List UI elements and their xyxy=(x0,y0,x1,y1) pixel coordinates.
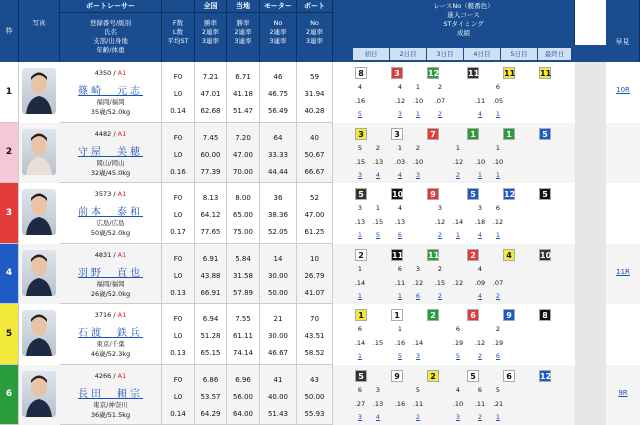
national-rates: 7.45 60.00 77.39 xyxy=(195,123,227,184)
finish-rank-link[interactable]: 6 xyxy=(397,231,403,239)
race-result-box[interactable]: 2 xyxy=(427,370,439,382)
race-result-box[interactable]: 11 xyxy=(392,250,404,260)
racer-row xyxy=(0,365,640,425)
final-day-empty xyxy=(575,183,606,244)
race-result-box[interactable]: 12 xyxy=(540,371,552,381)
header-racer: ボートレーサー 登録番号/級別 氏名 支部/出身地 年齢/体重 xyxy=(60,0,162,62)
racer-row xyxy=(0,62,640,123)
racer-info xyxy=(60,244,162,305)
header-lane: 枠 xyxy=(0,0,19,62)
finish-rank-link[interactable]: 1 xyxy=(495,170,501,179)
finish-rank-link[interactable]: 3 xyxy=(415,352,421,360)
header-early: 早見 xyxy=(606,0,640,62)
race-result-box[interactable]: 12 xyxy=(428,69,440,78)
finish-rank-link[interactable]: 2 xyxy=(437,231,443,239)
race-result-box[interactable]: 2 xyxy=(467,249,479,261)
header-zenkoku: 全国 勝率 2連率 3連率 xyxy=(195,0,227,62)
race-result-box[interactable]: 3 xyxy=(391,128,403,140)
race-result-box[interactable]: 4 xyxy=(503,249,515,261)
st-timing: .21 xyxy=(492,399,504,408)
national-rates: 7.21 47.01 62.68 xyxy=(195,62,227,123)
finish-rank-link[interactable]: 5 xyxy=(397,352,403,360)
race-result-box[interactable]: 8 xyxy=(539,309,551,321)
finish-rank-link[interactable]: 2 xyxy=(477,412,483,421)
finish-rank-link[interactable]: 4 xyxy=(397,170,403,179)
day-header-2: 2日目 xyxy=(390,48,426,60)
entry-course: 5 xyxy=(415,385,421,394)
st-timing: .12 xyxy=(474,339,486,347)
day-header-5: 5日目 xyxy=(501,48,537,60)
lane-number: 6 xyxy=(0,365,19,425)
motor-stats: 14 30.00 50.00 xyxy=(260,244,297,305)
finish-rank-link[interactable]: 2 xyxy=(495,291,501,300)
entry-course: 4 xyxy=(357,83,363,91)
race-result-box[interactable]: 5 xyxy=(467,370,479,382)
race-result-box[interactable]: 1 xyxy=(355,309,367,321)
finish-rank-link[interactable]: 6 xyxy=(495,352,501,360)
header-photo: 写真 xyxy=(19,0,60,62)
final-day-empty xyxy=(575,304,606,365)
st-timing: .11 xyxy=(394,278,406,287)
entry-course: 1 xyxy=(397,143,403,152)
st-timing: .15 xyxy=(354,157,366,166)
racer-name-link[interactable]: 前本 泰和 xyxy=(78,207,143,218)
entry-course: 2 xyxy=(437,83,443,91)
racer-name-link[interactable]: 羽野 直也 xyxy=(78,267,143,279)
st-timing: .16 xyxy=(394,339,406,347)
local-rates: 5.84 31.58 57.89 xyxy=(227,244,260,305)
branch: 東京/千葉 xyxy=(96,340,125,348)
race-result-box[interactable]: 2 xyxy=(427,309,439,321)
race-result-box[interactable]: 1 xyxy=(467,128,479,140)
age-weight: 46歳/52.3kg xyxy=(90,350,131,358)
racer-info xyxy=(60,183,162,244)
entry-course: 2 xyxy=(415,143,421,152)
st-timing: .15 xyxy=(372,339,384,347)
finish-rank-link[interactable]: 3 xyxy=(455,412,461,421)
race-result-box[interactable]: 5 xyxy=(539,188,551,200)
reg-grade: 3716 / A1 xyxy=(94,311,127,319)
st-timing: .11 xyxy=(474,97,486,105)
racer-info xyxy=(60,304,162,365)
finish-rank-link[interactable]: 2 xyxy=(477,352,483,360)
reg-grade: 4831 / A1 xyxy=(94,250,127,259)
entry-course: 3 xyxy=(477,204,483,212)
national-rates: 6.91 43.88 66.91 xyxy=(195,244,227,305)
entry-course: 6 xyxy=(455,325,461,333)
boat-stats: 10 26.79 41.07 xyxy=(297,244,333,305)
entry-course: 2 xyxy=(375,143,381,152)
finish-rank-link[interactable]: 2 xyxy=(415,412,421,421)
entry-course: 3 xyxy=(415,264,421,273)
racer-photo xyxy=(22,250,56,296)
motor-stats: 36 38.36 52.05 xyxy=(260,183,297,244)
day-header-6: 最終日 xyxy=(538,48,571,60)
finish-rank-link[interactable]: 2 xyxy=(437,291,443,300)
entry-course: 3 xyxy=(375,385,381,394)
st-timing: .14 xyxy=(354,278,366,287)
early-race-link[interactable]: 11R xyxy=(616,267,630,276)
st-timing: .27 xyxy=(354,399,366,408)
race-result-box[interactable]: 1 xyxy=(503,128,515,140)
boat-stats: 52 47.00 61.25 xyxy=(297,183,333,244)
st-timing: .15 xyxy=(434,278,446,287)
race-result-box[interactable]: 9 xyxy=(503,309,515,321)
boat-stats: 70 43.51 58.52 xyxy=(297,304,333,365)
age-weight: 36歳/51.5kg xyxy=(90,410,131,419)
fl-st: F0 L0 0.13 xyxy=(162,304,195,365)
st-timing: .11 xyxy=(474,399,486,408)
national-rates: 8.13 64.12 77.65 xyxy=(195,183,227,244)
reg-grade: 4350 / A1 xyxy=(94,69,127,77)
st-timing: .10 xyxy=(452,399,464,408)
racer-name-link[interactable]: 石渡 鉄兵 xyxy=(78,328,143,339)
early-race-link[interactable]: 10R xyxy=(616,86,630,94)
st-timing: .13 xyxy=(354,218,366,226)
motor-stats: 21 30.00 46.67 xyxy=(260,304,297,365)
day-header-4: 4日目 xyxy=(464,48,500,60)
st-timing: .10 xyxy=(412,157,424,166)
st-timing: .13 xyxy=(372,157,384,166)
finish-rank-link[interactable]: 3 xyxy=(357,170,363,179)
day-header-3: 3日目 xyxy=(427,48,463,60)
fl-st: F0 L0 0.14 xyxy=(162,62,195,123)
lane-number: 1 xyxy=(0,62,19,123)
race-result-box[interactable]: 3 xyxy=(355,128,367,140)
st-timing: .12 xyxy=(452,157,464,166)
st-timing: .07 xyxy=(492,278,504,287)
st-timing: .18 xyxy=(474,218,486,226)
st-timing: .14 xyxy=(354,339,366,347)
reg-grade: 4482 / A1 xyxy=(94,129,127,138)
finish-rank-link[interactable]: 4 xyxy=(477,110,483,118)
st-timing: .13 xyxy=(372,399,384,408)
entry-course: 4 xyxy=(397,204,403,212)
entry-course: 6 xyxy=(397,264,403,273)
finish-rank-link[interactable]: 1 xyxy=(357,291,363,300)
race-result-box[interactable]: 12 xyxy=(504,190,516,199)
finish-rank-link[interactable]: 1 xyxy=(357,231,363,239)
finish-rank-link[interactable]: 1 xyxy=(357,352,363,360)
racer-info xyxy=(60,62,162,123)
race-result-box[interactable]: 5 xyxy=(539,128,551,140)
lane-number: 2 xyxy=(0,123,19,184)
boat-stats: 40 50.67 66.67 xyxy=(297,123,333,184)
entry-course: 1 xyxy=(415,83,421,91)
entry-course: 2 xyxy=(437,264,443,273)
st-timing: .10 xyxy=(412,97,424,105)
race-result-box[interactable]: 11 xyxy=(428,250,440,260)
finish-rank-link[interactable]: 1 xyxy=(397,291,403,300)
entry-course: 6 xyxy=(495,83,501,91)
entry-course: 1 xyxy=(375,204,381,212)
finish-rank-link[interactable]: 5 xyxy=(455,352,461,360)
local-rates: 7.55 61.11 74.14 xyxy=(227,304,260,365)
race-result-box[interactable]: 5 xyxy=(467,188,479,200)
final-day-empty xyxy=(575,123,606,184)
race-result-box[interactable]: 6 xyxy=(467,309,479,321)
st-timing: .10 xyxy=(492,157,504,166)
finish-rank-link[interactable]: 3 xyxy=(397,110,403,118)
st-timing: .16 xyxy=(394,399,406,408)
entry-course: 1 xyxy=(495,143,501,152)
branch: 福岡/福岡 xyxy=(96,98,125,106)
race-result-box[interactable]: 10 xyxy=(540,250,552,260)
entry-course: 4 xyxy=(455,385,461,394)
racer-photo xyxy=(22,189,56,235)
header-boat: ボート No 2連率 3連率 xyxy=(297,0,333,62)
local-rates: 6.71 41.18 51.47 xyxy=(227,62,260,123)
st-timing: .05 xyxy=(492,97,504,105)
st-timing: .07 xyxy=(434,97,446,105)
race-result-box[interactable]: 9 xyxy=(391,370,403,382)
finish-rank-link[interactable]: 1 xyxy=(495,110,501,118)
st-timing: .14 xyxy=(412,339,424,347)
st-timing: .12 xyxy=(452,278,464,287)
entry-course: 4 xyxy=(477,264,483,273)
finish-rank-link[interactable]: 2 xyxy=(437,110,443,118)
age-weight: 32歳/45.0kg xyxy=(90,168,131,177)
branch: 岡山/岡山 xyxy=(96,158,125,167)
finish-rank-link[interactable]: 1 xyxy=(495,412,501,421)
race-result-box[interactable]: 5 xyxy=(355,188,367,200)
entry-course: 1 xyxy=(455,143,461,152)
race-result-box[interactable]: 11 xyxy=(468,69,480,78)
finish-rank-link[interactable]: 4 xyxy=(477,291,483,300)
local-rates: 6.96 56.00 64.00 xyxy=(227,365,260,425)
entry-course: 6 xyxy=(495,204,501,212)
branch: 福岡/福岡 xyxy=(96,279,125,288)
age-weight: 35歳/52.0kg xyxy=(90,108,131,116)
st-timing: .15 xyxy=(372,218,384,226)
day-header-1: 初日 xyxy=(353,48,389,60)
national-rates: 6.86 53.57 64.29 xyxy=(195,365,227,425)
finish-rank-link[interactable]: 3 xyxy=(415,170,421,179)
racer-row xyxy=(0,183,640,244)
finish-rank-link[interactable]: 4 xyxy=(375,170,381,179)
entry-course: 6 xyxy=(477,385,483,394)
st-timing: .19 xyxy=(452,339,464,347)
race-result-box[interactable]: 5 xyxy=(355,370,367,382)
race-result-box[interactable]: 1 xyxy=(391,309,403,321)
finish-rank-link[interactable]: 4 xyxy=(477,231,483,239)
reg-grade: 4266 / A1 xyxy=(94,371,127,380)
finish-rank-link[interactable]: 6 xyxy=(415,291,421,300)
finish-rank-link[interactable]: 1 xyxy=(495,231,501,239)
race-result-box[interactable]: 8 xyxy=(355,67,367,79)
final-day-empty xyxy=(575,244,606,305)
finish-rank-link[interactable]: 1 xyxy=(415,110,421,118)
header-fl: F数 L数 平均ST xyxy=(162,0,195,62)
finish-rank-link[interactable]: 1 xyxy=(455,231,461,239)
fl-st: F0 L0 0.14 xyxy=(162,365,195,425)
lane-number: 4 xyxy=(0,244,19,305)
st-timing: .12 xyxy=(434,218,446,226)
race-result-box[interactable]: 11 xyxy=(540,69,552,78)
st-timing: .11 xyxy=(412,399,424,408)
racer-name-link[interactable]: 守屋 美穂 xyxy=(78,146,143,158)
race-result-box[interactable]: 11 xyxy=(504,69,516,78)
entry-course: 6 xyxy=(357,325,363,333)
race-result-box[interactable]: 6 xyxy=(503,370,515,382)
racer-row xyxy=(0,123,640,184)
fl-st: F0 L0 0.16 xyxy=(162,123,195,184)
entry-course: 2 xyxy=(495,325,501,333)
race-result-box[interactable]: 2 xyxy=(355,249,367,261)
local-rates: 7.20 47.00 70.00 xyxy=(227,123,260,184)
header-results: レースNo（艇番色） 進入コース STタイミング 成績 xyxy=(353,0,575,45)
racer-photo xyxy=(22,129,56,175)
lane-number: 3 xyxy=(0,183,19,244)
st-timing: .19 xyxy=(492,339,504,347)
entry-course: 6 xyxy=(357,385,363,394)
race-result-box[interactable]: 10 xyxy=(392,190,404,199)
motor-stats: 41 40.00 51.43 xyxy=(260,365,297,425)
st-timing: .12 xyxy=(394,97,406,105)
final-day-empty xyxy=(575,62,606,123)
fl-st: F0 L0 0.17 xyxy=(162,183,195,244)
finish-rank-link[interactable]: 2 xyxy=(455,170,461,179)
st-timing: .12 xyxy=(492,218,504,226)
racer-info xyxy=(60,123,162,184)
finish-rank-link[interactable]: 5 xyxy=(375,231,381,239)
finish-rank-link[interactable]: 4 xyxy=(375,412,381,421)
final-day-empty xyxy=(575,365,606,425)
motor-stats: 46 46.75 56.49 xyxy=(260,62,297,123)
st-timing: .14 xyxy=(452,218,464,226)
racer-photo xyxy=(22,310,56,356)
header-touchi: 当地 勝率 2連率 3連率 xyxy=(227,0,260,62)
race-result-box[interactable]: 3 xyxy=(391,67,403,79)
local-rates: 8.00 65.00 75.00 xyxy=(227,183,260,244)
fl-st: F0 L0 0.13 xyxy=(162,244,195,305)
st-timing: .03 xyxy=(394,157,406,166)
racer-name-link[interactable]: 長田 頼宗 xyxy=(78,388,143,400)
entry-course: 3 xyxy=(357,204,363,212)
entry-course: 1 xyxy=(357,264,363,273)
entry-course: 5 xyxy=(495,385,501,394)
finish-rank-link[interactable]: 1 xyxy=(477,170,483,179)
racer-photo xyxy=(22,68,56,114)
day-header-row xyxy=(353,45,606,62)
early-race-link[interactable]: 9R xyxy=(618,388,628,397)
race-result-box[interactable]: 7 xyxy=(427,128,439,140)
header-motor: モーター No 2連率 3連率 xyxy=(260,0,297,62)
branch: 広島/広島 xyxy=(96,219,125,227)
racer-photo xyxy=(22,371,56,417)
race-result-box[interactable]: 9 xyxy=(427,188,439,200)
racer-row xyxy=(0,304,640,365)
boat-stats: 59 31.94 40.28 xyxy=(297,62,333,123)
age-weight: 50歳/52.0kg xyxy=(90,229,131,237)
racer-name-link[interactable]: 篠崎 元志 xyxy=(78,86,143,97)
finish-rank-link[interactable]: 3 xyxy=(357,412,363,421)
branch: 東京/神奈川 xyxy=(93,400,128,409)
racer-info xyxy=(60,365,162,425)
entry-course: 4 xyxy=(397,83,403,91)
entry-course: 3 xyxy=(437,204,443,212)
lane-number: 5 xyxy=(0,304,19,365)
st-timing: .16 xyxy=(354,97,366,105)
entry-course: 1 xyxy=(397,325,403,333)
st-timing: .09 xyxy=(474,278,486,287)
finish-rank-link[interactable]: 5 xyxy=(357,110,363,118)
boat-stats: 43 50.00 55.93 xyxy=(297,365,333,425)
entry-course: 5 xyxy=(357,143,363,152)
st-timing: .10 xyxy=(474,157,486,166)
racer-row xyxy=(0,244,640,305)
st-timing: .12 xyxy=(412,278,424,287)
age-weight: 26歳/52.0kg xyxy=(90,289,131,298)
national-rates: 6.94 51.28 65.15 xyxy=(195,304,227,365)
motor-stats: 64 33.33 44.44 xyxy=(260,123,297,184)
reg-grade: 3573 / A1 xyxy=(94,190,127,198)
st-timing: .13 xyxy=(394,218,406,226)
